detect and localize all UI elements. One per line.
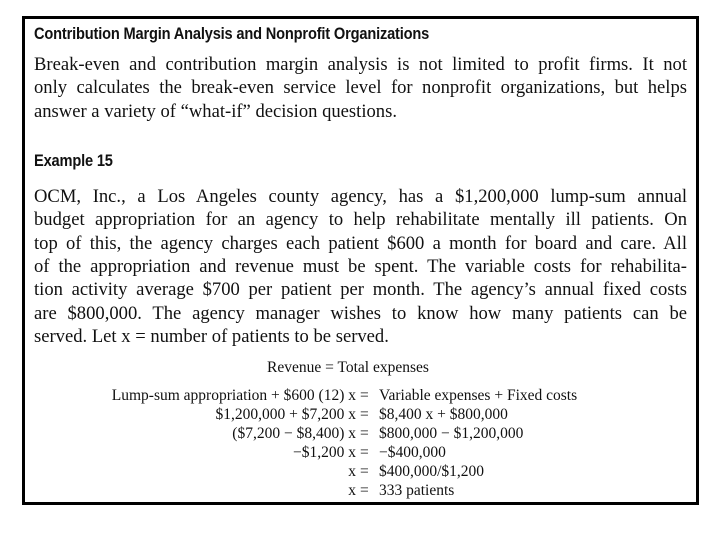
example-line: tion activity average $700 per patient per month. The agency’s annual fixed costs [34,279,687,300]
equation-right: Variable expenses + Fixed costs [379,387,578,404]
equals-sign: = [360,425,369,442]
equation-right: 333 patients [379,482,455,499]
equation-left: $1,200,000 + $7,200 x [215,406,356,423]
equation-header: Revenue = Total expenses [267,359,429,376]
intro-line: only calculates the break-even service level for nonprofit organizations, but helps [34,77,687,98]
equation-left: ($7,200 − $8,400) x [232,425,356,442]
equals-sign: = [360,482,369,499]
equals-sign: = [360,463,369,480]
equation-right: $8,400 x + $800,000 [379,406,508,423]
section-heading: Contribution Margin Analysis and Nonprofit Organizations [34,24,430,43]
example-line: served. Let x = number of patients to be served. [34,326,389,347]
intro-line: Break-even and contribution margin analysis is not limited to profit firms. It not [34,54,687,75]
example-line: top of this, the agency charges each patient $600 a month for board and care. All [34,233,687,254]
example-line: of the appropriation and revenue must be spent. The variable costs for rehabilita- [34,256,687,277]
equation-left: −$1,200 x [293,444,356,461]
example-heading: Example 15 [34,151,113,170]
equals-sign: = [360,406,369,423]
example-line: budget appropriation for an agency to help rehabilitate mentally ill patients. On [34,209,687,230]
equation-right: −$400,000 [379,444,446,461]
equals-sign: = [360,387,369,404]
equals-sign: = [360,444,369,461]
equation-right: $800,000 − $1,200,000 [379,425,524,442]
equation-row [25,387,696,406]
equation-row [25,444,696,463]
document-frame [22,16,699,505]
example-line: OCM, Inc., a Los Angeles county agency, has a $1,200,000 lump-sum annual [34,186,687,207]
equation-right: $400,000/$1,200 [379,463,485,480]
intro-line: answer a variety of “what-if” decision questions. [34,101,397,122]
equation-left: x [348,482,356,499]
equation-row [25,425,696,444]
equation-row [25,482,696,501]
equation-row [25,406,696,425]
equation-left: x [348,463,356,480]
equation-left: Lump-sum appropriation + $600 (12) x [111,387,356,404]
example-line: are $800,000. The agency manager wishes to know how many patients can be [34,303,687,324]
equation-row [25,463,696,482]
